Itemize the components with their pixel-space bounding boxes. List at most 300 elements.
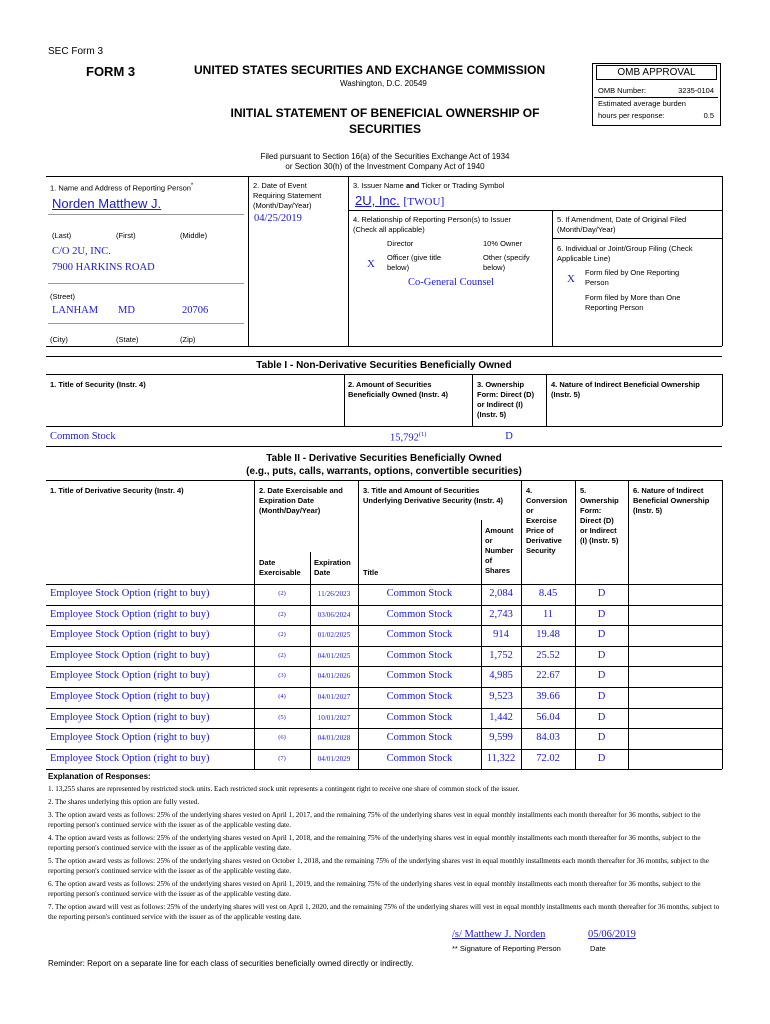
box2-label-line1: 2. Date of Event <box>253 181 307 190</box>
derivative-title: Employee Stock Option (right to buy) <box>50 608 210 620</box>
underlying-shares: 11,322 <box>486 752 516 764</box>
derivative-title: Employee Stock Option (right to buy) <box>50 629 210 641</box>
row-divider <box>46 708 722 709</box>
filed-line1: Filed pursuant to Section 16(a) of the Securities Exchange Act of 1934 <box>260 152 510 161</box>
note-2: 2. The shares underlying this option are fully vested. <box>48 798 200 806</box>
box2-label <box>253 181 321 211</box>
table2-col3-line1: 3. Title and Amount of Securities <box>363 486 480 495</box>
expiration-date: 04/01/2025 <box>317 651 351 660</box>
table2-col4-line7: Security <box>526 546 556 555</box>
column-divider <box>254 708 255 729</box>
box1-label <box>50 181 193 194</box>
table2-col6-line3: (Instr. 5) <box>633 506 663 515</box>
issuer-line <box>355 193 444 209</box>
box5-bottom-border <box>552 238 722 239</box>
column-divider <box>575 584 576 605</box>
box3-label-pre: 3. Issuer Name <box>353 181 406 190</box>
officer-label-line2: below) <box>387 263 410 272</box>
column-divider <box>254 605 255 626</box>
table1-row-bottom <box>46 446 722 447</box>
column-divider <box>310 605 311 626</box>
box3-label-post: Ticker or Trading Symbol <box>419 181 505 190</box>
box3-label-and: and <box>405 181 420 190</box>
ownership-form: D <box>597 752 606 764</box>
table2-col2-header <box>259 486 343 516</box>
event-date: 04/25/2019 <box>254 213 302 224</box>
derivative-title: Employee Stock Option (right to buy) <box>50 732 210 744</box>
table1-col3-line2: Form: Direct (D) <box>477 390 535 399</box>
column-divider <box>481 646 482 667</box>
date-exercisable-footnote[interactable]: (2) <box>278 651 286 659</box>
table1-security-title: Common Stock <box>50 431 116 442</box>
table2-col5-line4: Direct (D) <box>580 516 614 525</box>
table1-col2-line2: Beneficially Owned (Instr. 4) <box>348 390 449 399</box>
table2-col2-line2: Expiration Date <box>259 496 315 505</box>
statement-title-line1: INITIAL STATEMENT OF BENEFICIAL OWNERSHIP OF <box>230 106 540 120</box>
sub-amt-line4: of <box>485 556 493 565</box>
box5-label-line1: 5. If Amendment, Date of Original Filed <box>557 215 687 224</box>
table1-col3-line1: 3. Ownership <box>477 380 525 389</box>
box4-label-line2: (Check all applicable) <box>353 225 425 234</box>
row-divider <box>46 646 722 647</box>
box4-label-line1: 4. Relationship of Reporting Person(s) to Issuer <box>353 215 511 224</box>
expiration-date: 10/01/2027 <box>317 713 351 722</box>
note-1: 1. 13,255 shares are represented by restricted stock units. Each restricted stock unit represents a contingent right to receive one share of common stock of the issuer. <box>48 785 520 793</box>
statement-title <box>200 105 570 137</box>
column-divider <box>722 749 723 770</box>
table2-col5-line3: Form: <box>580 506 602 515</box>
box2-label-line2: Requiring Statement <box>253 191 322 200</box>
expiration-date: 04/01/2029 <box>317 754 351 763</box>
underlying-title: Common Stock <box>386 588 453 599</box>
column-divider <box>481 687 482 708</box>
column-divider <box>358 605 359 626</box>
filed-pursuant <box>190 152 580 172</box>
table1-col3-border <box>546 374 547 426</box>
exercise-price: 19.48 <box>536 629 560 641</box>
omb-number-value: 3235-0104 <box>678 86 714 95</box>
table1-col2-border <box>472 374 473 426</box>
zip-label: (Zip) <box>180 335 196 344</box>
sub-amt-line3: Number <box>485 546 514 555</box>
form-number: FORM 3 <box>86 64 136 79</box>
ownership-form: D <box>597 711 606 723</box>
table1-ownership-form: D <box>505 431 513 442</box>
address-line1: C/O 2U, INC. <box>52 246 111 257</box>
sub-amt-line2: or <box>485 536 493 545</box>
derivative-title: Employee Stock Option (right to buy) <box>50 670 210 682</box>
table2-title-line2: (e.g., puts, calls, warrants, options, convertible securities) <box>246 466 522 477</box>
row-divider <box>46 749 722 750</box>
table2-sub-amount <box>485 526 513 576</box>
table1-top-border <box>46 356 722 357</box>
omb-title: OMB APPROVAL <box>617 67 696 78</box>
signature-date: 05/06/2019 <box>588 929 636 940</box>
address-underline <box>48 283 244 284</box>
column-divider <box>254 646 255 667</box>
expiration-date: 01/02/2025 <box>317 631 351 640</box>
state-value: MD <box>118 305 135 316</box>
table2-sub-title: Title <box>363 568 379 577</box>
date-exercisable-footnote[interactable]: (3) <box>278 672 286 680</box>
table2-title-amount-split <box>481 520 482 584</box>
box1-asterisk: * <box>190 183 194 189</box>
column-divider <box>575 749 576 770</box>
table2-col3-line2: Underlying Derivative Security (Instr. 4) <box>363 496 504 505</box>
table2-sub-expiration <box>314 558 351 578</box>
table1-title: Table I - Non-Derivative Securities Beneficially Owned <box>256 360 512 371</box>
column-divider <box>628 605 629 626</box>
ticker-symbol: TWOU <box>407 196 441 208</box>
column-divider <box>310 749 311 770</box>
column-divider <box>481 584 482 605</box>
table2-col5-line2: Ownership <box>580 496 619 505</box>
derivative-title: Employee Stock Option (right to buy) <box>50 649 210 661</box>
column-divider <box>358 625 359 646</box>
underlying-title: Common Stock <box>386 670 453 682</box>
derivative-title: Employee Stock Option (right to buy) <box>50 752 210 764</box>
underlying-title: Common Stock <box>386 732 453 744</box>
column-divider <box>310 646 311 667</box>
table1-header-top <box>46 374 722 375</box>
top-boxes-bottom-border <box>46 346 722 347</box>
ownership-form: D <box>597 608 606 620</box>
table2-col5-line5: or Indirect <box>580 526 617 535</box>
note-7: 7. The option award will vest as follows: 25% of the underlying shares will vest on April 1, 2020, and the remaining 75% of the underlying shares will vest in equal monthly installments each month thereafter for 36 months, subject to the reporting person's continued service with the issuer as of the applicable vesting date. <box>48 903 720 921</box>
table2-col2-line3: (Month/Day/Year) <box>259 506 321 515</box>
underlying-title: Common Stock <box>386 691 453 702</box>
table1-col3-header <box>477 380 534 420</box>
column-divider <box>722 625 723 646</box>
box3-bottom-border <box>348 210 722 211</box>
column-divider <box>521 687 522 708</box>
box6-label <box>557 244 692 264</box>
table2-col6-line2: Beneficial Ownership <box>633 496 710 505</box>
ownership-form: D <box>597 732 606 744</box>
filed-line2: or Section 30(h) of the Investment Company Act of 1940 <box>285 162 485 171</box>
ownership-form: D <box>597 670 606 682</box>
table1-right-border <box>722 374 723 426</box>
column-divider <box>575 708 576 729</box>
column-divider <box>722 646 723 667</box>
date-exercisable-footnote[interactable]: (4) <box>278 693 286 700</box>
derivative-title: Employee Stock Option (right to buy) <box>50 588 210 599</box>
column-divider <box>575 687 576 708</box>
box2-label-line3: (Month/Day/Year) <box>253 201 312 210</box>
box1-right-border <box>248 176 249 346</box>
column-divider <box>481 708 482 729</box>
note-4: 4. The option award vests as follows: 25% of the underlying shares vested on April 1, 2018, and the remaining 75% of the underlying shares vest in equal monthly installments each month thereafter for 36 months, subject to the reporting person's continued service with the issuer as of the applicable vesting date. <box>48 834 701 852</box>
table2-col4-line6: Derivative <box>526 536 562 545</box>
column-divider <box>521 708 522 729</box>
table2-header-bottom <box>46 584 722 585</box>
officer-checkbox-mark[interactable]: X <box>367 258 375 270</box>
underlying-title: Common Stock <box>386 711 453 723</box>
column-divider <box>481 749 482 770</box>
sub-amt-line1: Amount <box>485 526 514 535</box>
table1-amount <box>390 431 426 444</box>
officer-label <box>387 253 441 273</box>
table1-col4-header <box>551 380 700 400</box>
underlying-shares: 9,599 <box>489 732 513 744</box>
table1-col4-line2: (Instr. 5) <box>551 390 581 399</box>
column-divider <box>628 666 629 687</box>
middle-label: (Middle) <box>180 231 208 240</box>
table2-col3-header <box>363 486 503 506</box>
exercise-price: 11 <box>542 608 554 620</box>
underlying-shares: 1,752 <box>489 649 513 661</box>
table2-col4-header <box>526 486 567 556</box>
one-person-checkbox-mark[interactable]: X <box>567 273 575 285</box>
box1-label-text: 1. Name and Address of Reporting Person <box>50 183 191 193</box>
column-divider <box>628 646 629 667</box>
underlying-shares: 4,985 <box>489 670 513 682</box>
column-divider <box>358 749 359 770</box>
sub-amt-line5: Shares <box>485 566 511 575</box>
top-boxes-top-border <box>46 176 722 177</box>
expiration-date: 04/01/2028 <box>317 734 351 743</box>
table2-col5-line1: 5. <box>580 486 587 495</box>
expiration-date: 04/01/2027 <box>317 693 351 701</box>
underlying-title: Common Stock <box>386 752 453 764</box>
column-divider <box>310 728 311 749</box>
omb-number-label: OMB Number: <box>598 86 646 95</box>
exercise-price: 8.45 <box>538 588 558 599</box>
table2-col6-line1: 6. Nature of Indirect <box>633 486 704 495</box>
officer-title: Co-General Counsel <box>407 277 495 288</box>
column-divider <box>358 646 359 667</box>
note-6: 6. The option award vests as follows: 25% of the underlying shares vested on April 1, 2019, and the remaining 75% of the underlying shares vest in equal monthly installments each month thereafter for 36 months, subject to the reporting person's continued service with the issuer as of the applicable vesting date. <box>48 880 701 898</box>
column-divider <box>575 625 576 646</box>
ticker-bracket-close: ] <box>440 194 445 208</box>
column-divider <box>628 749 629 770</box>
column-divider <box>521 584 522 605</box>
ownership-form: D <box>597 649 606 661</box>
column-divider <box>254 749 255 770</box>
other-label-line1: Other (specify <box>483 253 530 262</box>
row-divider <box>46 769 722 770</box>
exercise-price: 39.66 <box>536 691 560 702</box>
column-divider <box>310 708 311 729</box>
more-person-label-line1: Form filed by More than One <box>585 293 681 302</box>
table2-col3-border <box>521 480 522 584</box>
column-divider <box>254 728 255 749</box>
commission-location: Washington, D.C. 20549 <box>340 79 427 88</box>
date-exercisable-footnote[interactable]: (5) <box>278 713 286 721</box>
omb-burden-label: Estimated average burden <box>598 99 686 108</box>
column-divider <box>722 666 723 687</box>
column-divider <box>521 666 522 687</box>
column-divider <box>358 584 359 605</box>
box6-label-line2: Applicable Line) <box>557 254 611 263</box>
table1-col3-line4: (Instr. 5) <box>477 410 507 419</box>
column-divider <box>722 584 723 605</box>
one-person-label-line2: Person <box>585 278 609 287</box>
sec-form-label: SEC Form 3 <box>48 46 104 57</box>
exercise-price: 72.02 <box>536 752 560 764</box>
underlying-title: Common Stock <box>386 608 453 620</box>
table2-col1-header: 1. Title of Derivative Security (Instr. 4) <box>50 486 184 495</box>
state-label: (State) <box>116 335 139 344</box>
exercise-price: 22.67 <box>536 670 560 682</box>
statement-title-line2: SECURITIES <box>348 122 421 136</box>
date-exercisable-footnote[interactable]: (2) <box>278 631 286 639</box>
signature-label: ** Signature of Reporting Person <box>452 944 561 953</box>
zip-value: 20706 <box>182 305 209 316</box>
city-underline <box>48 323 244 324</box>
column-divider <box>358 687 359 708</box>
date-exercisable-footnote[interactable]: (6) <box>278 734 286 742</box>
box4-right-border <box>552 210 553 346</box>
note-5: 5. The option award vests as follows: 25% of the underlying shares vested on October 1, 2018, and the remaining 75% of the underlying shares vest in equal monthly installments each month thereafter for 36 months, subject to the reporting person's continued service with the issuer as of the applicable vesting date. <box>48 857 709 875</box>
ownership-form: D <box>597 691 606 702</box>
column-divider <box>310 625 311 646</box>
table2-col4-border <box>575 480 576 584</box>
expiration-date: 11/26/2023 <box>317 590 351 598</box>
column-divider <box>521 749 522 770</box>
column-divider <box>254 584 255 605</box>
table1-amount-value: 15,792 <box>390 432 419 444</box>
column-divider <box>521 605 522 626</box>
table2-col2-line1: 2. Date Exercisable and <box>259 486 343 495</box>
column-divider <box>628 708 629 729</box>
table1-amount-footnote[interactable]: (1) <box>418 431 427 438</box>
more-person-label <box>585 293 680 313</box>
table2-sub-date-exercisable <box>259 558 301 578</box>
top-boxes-right-border <box>722 176 723 346</box>
omb-hours-label: hours per response: <box>598 111 665 120</box>
director-label: Director <box>387 239 414 248</box>
column-divider <box>575 646 576 667</box>
column-divider <box>521 646 522 667</box>
more-person-label-line2: Reporting Person <box>585 303 644 312</box>
table2-col5-border <box>628 480 629 584</box>
table1-col1-header: 1. Title of Security (Instr. 4) <box>50 380 146 389</box>
table2-col4-line5: Price of <box>526 526 554 535</box>
table2-header-top <box>46 480 722 481</box>
expiration-date: 04/01/2026 <box>317 672 351 681</box>
underlying-shares: 9,523 <box>489 691 513 702</box>
underlying-shares: 914 <box>493 629 509 641</box>
omb-hours-value: 0.5 <box>703 111 714 120</box>
box5-label <box>557 215 686 235</box>
column-divider <box>358 666 359 687</box>
name-underline <box>48 214 244 215</box>
column-divider <box>628 625 629 646</box>
explanation-title: Explanation of Responses: <box>48 772 151 781</box>
one-person-label <box>585 268 679 288</box>
column-divider <box>481 666 482 687</box>
derivative-title: Employee Stock Option (right to buy) <box>50 691 210 702</box>
box4-label <box>353 215 511 235</box>
signature-date-label: Date <box>590 944 606 953</box>
table2-col1-border <box>254 480 255 584</box>
table1-col1-border <box>344 374 345 426</box>
table2-title-line1: Table II - Derivative Securities Beneficially Owned <box>266 453 502 464</box>
reminder-text: Reminder: Report on a separate line for each class of securities beneficially owned directly or indirectly. <box>48 959 414 968</box>
last-label: (Last) <box>52 231 72 240</box>
column-divider <box>628 728 629 749</box>
sub-date-line1: Date <box>259 558 276 567</box>
column-divider <box>254 666 255 687</box>
row-divider <box>46 605 722 606</box>
box5-label-line2: (Month/Day/Year) <box>557 225 616 234</box>
column-divider <box>575 605 576 626</box>
column-divider <box>575 728 576 749</box>
table1-col4-line1: 4. Nature of Indirect Beneficial Ownership <box>551 380 700 389</box>
table2-col4-line4: Exercise <box>526 516 557 525</box>
box6-label-line1: 6. Individual or Joint/Group Filing (Check <box>557 244 693 253</box>
column-divider <box>358 728 359 749</box>
column-divider <box>722 708 723 729</box>
other-label-line2: below) <box>483 263 506 272</box>
table2-col4-line2: Conversion <box>526 496 568 505</box>
column-divider <box>310 666 311 687</box>
exercise-price: 25.52 <box>536 649 560 661</box>
table1-col2-header <box>348 380 448 400</box>
column-divider <box>358 708 359 729</box>
table2-right-border <box>722 480 723 584</box>
table2-title <box>46 452 722 478</box>
column-divider <box>722 605 723 626</box>
date-exercisable-footnote[interactable]: (2) <box>278 610 286 618</box>
first-label: (First) <box>116 231 136 240</box>
exercise-price: 84.03 <box>536 732 560 744</box>
column-divider <box>254 625 255 646</box>
signature-name: /s/ Matthew J. Norden <box>452 929 546 940</box>
column-divider <box>722 687 723 708</box>
table2-col5-line6: (I) (Instr. 5) <box>580 536 619 545</box>
reporting-person-name[interactable]: Norden Matthew J. <box>52 196 162 211</box>
issuer-name[interactable]: 2U, Inc. <box>355 193 400 208</box>
exercise-price: 56.04 <box>536 711 560 723</box>
derivative-title: Employee Stock Option (right to buy) <box>50 711 210 723</box>
underlying-shares: 1,442 <box>489 711 513 723</box>
row-divider <box>46 666 722 667</box>
column-divider <box>310 584 311 605</box>
table2-col4-line3: or <box>526 506 534 515</box>
column-divider <box>481 605 482 626</box>
sub-exp-line1: Expiration <box>314 558 351 567</box>
column-divider <box>521 625 522 646</box>
ticker-bracket-open: [ <box>403 194 408 208</box>
ownership-form: D <box>597 588 606 599</box>
ownership-form: D <box>597 629 606 641</box>
column-divider <box>722 728 723 749</box>
expiration-date: 03/06/2024 <box>317 610 351 619</box>
date-exercisable-footnote[interactable]: (2) <box>278 590 286 597</box>
table2-col4-line1: 4. <box>526 486 533 495</box>
table2-date-split <box>310 552 311 584</box>
row-divider <box>46 687 722 688</box>
street-label: (Street) <box>50 292 76 301</box>
underlying-shares: 2,084 <box>489 588 513 599</box>
column-divider <box>575 666 576 687</box>
row-divider <box>46 625 722 626</box>
ten-percent-owner-label: 10% Owner <box>483 239 523 248</box>
table1-col2-line1: 2. Amount of Securities <box>348 380 432 389</box>
date-exercisable-footnote[interactable]: (7) <box>278 754 286 762</box>
column-divider <box>481 625 482 646</box>
column-divider <box>628 584 629 605</box>
box3-label <box>353 181 504 191</box>
column-divider <box>628 687 629 708</box>
address-line2: 7900 HARKINS ROAD <box>52 262 155 273</box>
box2-right-border <box>348 176 349 346</box>
table2-col2-border <box>358 480 359 584</box>
officer-label-line1: Officer (give title <box>387 253 442 262</box>
column-divider <box>310 687 311 708</box>
